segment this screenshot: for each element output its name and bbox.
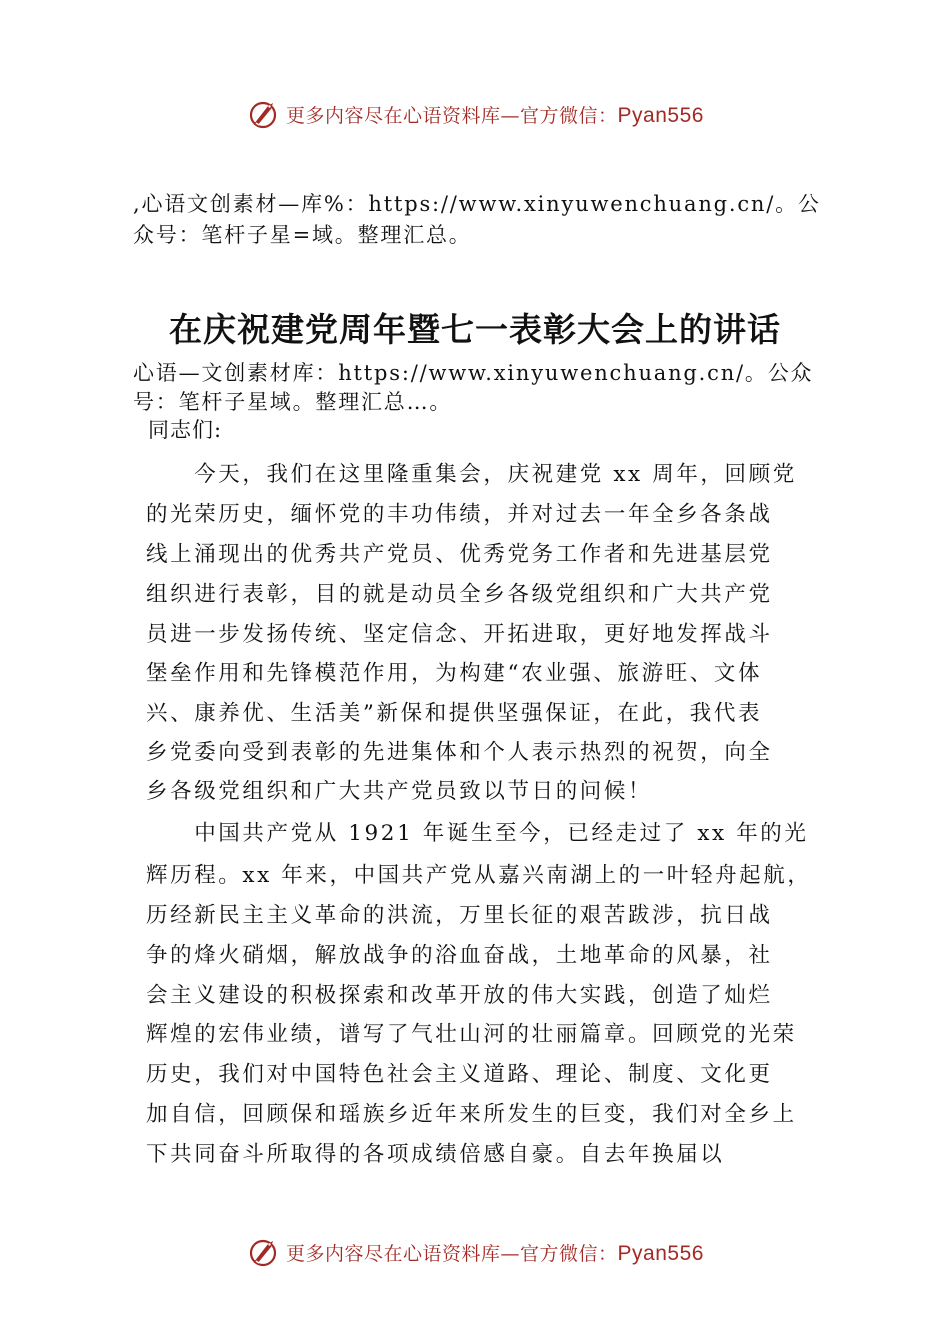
pen-nib-logo-icon xyxy=(246,1235,280,1269)
paragraph-2-line: 中国共产党从 1921 年诞生至今，已经走过了 xx 年的光 xyxy=(146,821,809,846)
paragraph-1-line: 的光荣历史，缅怀党的丰功伟绩，并对过去一年全乡各条战 xyxy=(146,502,773,527)
top-note-line: ,心语文创素材—库%：https://www.xinyuwenchuang.cn/。公 xyxy=(133,192,821,216)
pen-nib-logo-icon xyxy=(246,97,280,131)
paragraph-1-line: 乡各级党组织和广大共产党员致以节日的问候！ xyxy=(146,779,653,804)
paragraph-1-line: 组织进行表彰，目的就是动员全乡各级党组织和广大共产党 xyxy=(146,582,773,607)
paragraph-2-line: 会主义建设的积极探索和改革开放的伟大实践，创造了灿烂 xyxy=(146,983,773,1008)
paragraph-1-line: 线上涌现出的优秀共产党员、优秀党务工作者和先进基层党 xyxy=(146,542,773,567)
footer-banner-wechat: Pyan556 xyxy=(617,1241,704,1265)
paragraph-1-line: 堡垒作用和先锋模范作用，为构建“农业强、旅游旺、文体 xyxy=(146,661,763,686)
header-banner xyxy=(0,94,950,134)
sub-note-line: 心语—文创素材库：https://www.xinyuwenchuang.cn/。公众 xyxy=(133,361,814,385)
paragraph-1-line: 兴、康养优、生活美”新保和提供坚强保证，在此，我代表 xyxy=(146,701,763,726)
header-banner-wechat: Pyan556 xyxy=(617,103,704,127)
footer-banner-main: 更多内容尽在心语资料库—官方微信： xyxy=(286,1242,618,1265)
paragraph-2-line: 历史，我们对中国特色社会主义道路、理论、制度、文化更 xyxy=(146,1062,773,1087)
top-note-line: 众号：笔杆子星=域。整理汇总。 xyxy=(133,223,472,247)
paragraph-2-line: 辉历程。xx 年来，中国共产党从嘉兴南湖上的一叶轻舟起航， xyxy=(146,863,812,888)
header-banner-main: 更多内容尽在心语资料库—官方微信： xyxy=(286,104,618,127)
paragraph-1-line: 今天，我们在这里隆重集会，庆祝建党 xx 周年，回顾党 xyxy=(146,462,797,487)
paragraph-2-line: 争的烽火硝烟，解放战争的浴血奋战，土地革命的风暴，社 xyxy=(146,943,773,968)
paragraph-2-line: 辉煌的宏伟业绩，谱写了气壮山河的壮丽篇章。回顾党的光荣 xyxy=(146,1022,797,1047)
header-banner-text xyxy=(286,101,704,128)
paragraph-2-line: 历经新民主主义革命的洪流，万里长征的艰苦跋涉，抗日战 xyxy=(146,903,773,928)
footer-banner xyxy=(0,1232,950,1272)
greeting: 同志们: xyxy=(148,418,223,442)
page-title: 在庆祝建党周年暨七一表彰大会上的讲话 xyxy=(169,310,781,349)
footer-banner-text xyxy=(286,1239,704,1266)
paragraph-1-line: 乡党委向受到表彰的先进集体和个人表示热烈的祝贺，向全 xyxy=(146,740,773,765)
paragraph-1-line: 员进一步发扬传统、坚定信念、开拓进取，更好地发挥战斗 xyxy=(146,622,773,647)
paragraph-2-line: 下共同奋斗所取得的各项成绩倍感自豪。自去年换届以 xyxy=(146,1142,725,1167)
sub-note-line: 号：笔杆子星域。整理汇总…。 xyxy=(133,390,453,414)
paragraph-2-line: 加自信，回顾保和瑶族乡近年来所发生的巨变，我们对全乡上 xyxy=(146,1102,797,1127)
